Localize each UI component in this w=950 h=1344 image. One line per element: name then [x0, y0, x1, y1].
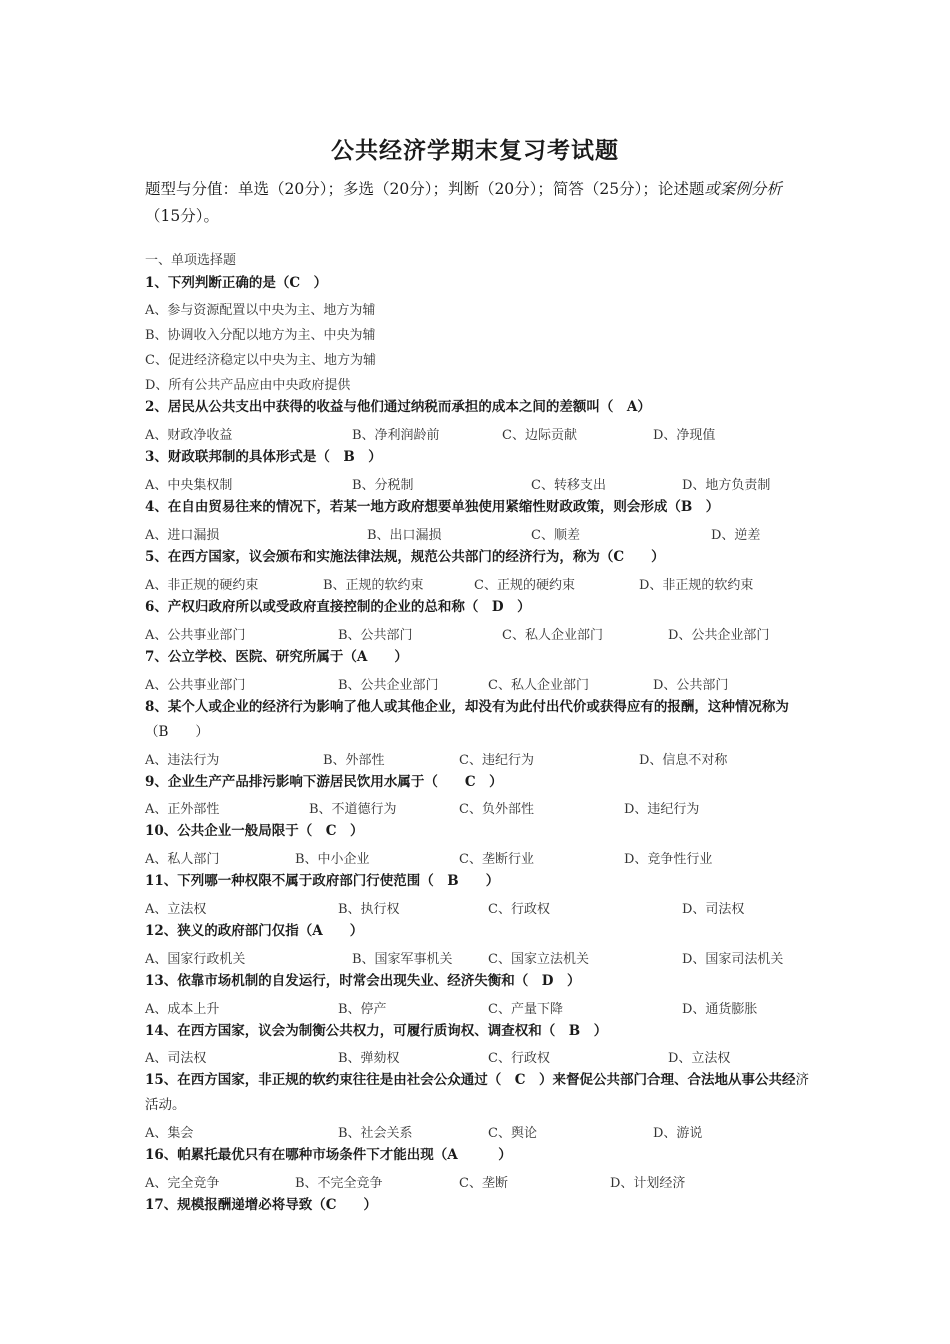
- q14-option-a: A、司法权: [145, 1051, 207, 1066]
- q4-option-b: B、出口漏损: [367, 528, 442, 543]
- q9-options: [145, 798, 845, 818]
- q14-option-d: D、立法权: [668, 1051, 731, 1066]
- q3-option-b: B、分税制: [352, 478, 414, 493]
- q12-option-c: C、国家立法机关: [488, 952, 589, 967]
- q13-option-d: D、通货膨胀: [682, 1002, 758, 1017]
- q8-options: [145, 749, 845, 769]
- intro-italic: 或案例分析: [704, 180, 782, 198]
- q13-options: [145, 998, 845, 1018]
- question-14: 14、在西方国家，议会为制衡公共权力，可履行质询权、调查权和（ B ）: [145, 1023, 608, 1039]
- q7-option-d: D、公共部门: [653, 678, 729, 693]
- q7-option-b: B、公共企业部门: [338, 678, 439, 693]
- q2-option-a: A、财政净收益: [145, 428, 233, 443]
- q14-options: [145, 1047, 845, 1067]
- q3-option-a: A、中央集权制: [145, 478, 233, 493]
- q11-options: [145, 898, 845, 918]
- question-17: 17、规模报酬递增必将导致（C ）: [145, 1197, 378, 1213]
- q1-option-a: A、参与资源配置以中央为主、地方为辅: [145, 303, 376, 318]
- question-15: [145, 1068, 810, 1118]
- q6-option-d: D、公共企业部门: [668, 628, 770, 643]
- q4-option-a: A、进口漏损: [145, 528, 220, 543]
- q12-option-b: B、国家军事机关: [352, 952, 453, 967]
- question-15-tail: 济活动。: [145, 1072, 810, 1113]
- q9-option-b: B、不道德行为: [309, 802, 397, 817]
- q11-option-a: A、立法权: [145, 902, 207, 917]
- q2-option-d: D、净现值: [653, 428, 716, 443]
- q11-option-c: C、行政权: [488, 902, 550, 917]
- q4-option-d: D、逆差: [711, 528, 761, 543]
- q1-option-b: B、协调收入分配以地方为主、中央为辅: [145, 328, 376, 343]
- q16-option-b: B、不完全竞争: [295, 1176, 383, 1191]
- q6-option-b: B、公共部门: [338, 628, 413, 643]
- q5-options: [145, 574, 845, 594]
- intro-paragraph: [145, 176, 810, 230]
- question-9: 9、企业生产产品排污影响下游居民饮用水属于（ C ）: [145, 774, 503, 790]
- q15-option-a: A、集会: [145, 1126, 194, 1141]
- q15-option-c: C、舆论: [488, 1126, 537, 1141]
- q10-option-a: A、私人部门: [145, 852, 220, 867]
- question-10: 10、公共企业一般局限于（ C ）: [145, 823, 364, 839]
- q6-options: [145, 624, 845, 644]
- question-15-stem: 15、在西方国家，非正规的软约束往往是由社会公众通过（ C ）来督促公共部门合理、合法地从事公共经: [145, 1072, 796, 1088]
- q5-option-a: A、非正规的硬约束: [145, 578, 259, 593]
- question-4: 4、在自由贸易往来的情况下，若某一地方政府想要单独使用紧缩性财政政策，则会形成（B ）: [145, 499, 720, 515]
- q3-option-c: C、转移支出: [531, 478, 606, 493]
- q2-option-b: B、净利润龄前: [352, 428, 440, 443]
- question-7: 7、公立学校、医院、研究所属于（A ）: [145, 649, 408, 665]
- question-12: 12、狭义的政府部门仅指（A ）: [145, 923, 364, 939]
- q8-option-a: A、违法行为: [145, 753, 220, 768]
- q15-option-b: B、社会关系: [338, 1126, 413, 1141]
- q9-option-d: D、违纪行为: [624, 802, 700, 817]
- q5-option-d: D、非正规的软约束: [639, 578, 754, 593]
- q14-option-b: B、弹劾权: [338, 1051, 400, 1066]
- q10-option-b: B、中小企业: [295, 852, 370, 867]
- q15-option-d: D、游说: [653, 1126, 703, 1141]
- question-8-tail: （B ）: [145, 724, 209, 740]
- question-16: 16、帕累托最优只有在哪种市场条件下才能出现（A ）: [145, 1147, 512, 1163]
- q16-option-a: A、完全竞争: [145, 1176, 220, 1191]
- intro-text: 题型与分值：单选（20分）；多选（20分）；判断（20分）；简答（25分）；论述题: [145, 180, 705, 198]
- q8-option-c: C、违纪行为: [459, 753, 534, 768]
- q10-option-c: C、垄断行业: [459, 852, 534, 867]
- q12-option-d: D、国家司法机关: [682, 952, 784, 967]
- q16-option-c: C、垄断: [459, 1176, 508, 1191]
- q15-options: [145, 1122, 845, 1142]
- q8-option-b: B、外部性: [323, 753, 385, 768]
- q4-options: [145, 524, 845, 544]
- q12-option-a: A、国家行政机关: [145, 952, 246, 967]
- q12-options: [145, 948, 845, 968]
- q14-option-c: C、行政权: [488, 1051, 550, 1066]
- q10-options: [145, 848, 845, 868]
- q11-option-d: D、司法权: [682, 902, 745, 917]
- q13-option-b: B、停产: [338, 1002, 387, 1017]
- q5-option-b: B、正规的软约束: [323, 578, 424, 593]
- question-8: [145, 695, 810, 745]
- q9-option-a: A、正外部性: [145, 802, 220, 817]
- question-5: 5、在西方国家，议会颁布和实施法律法规，规范公共部门的经济行为，称为（C ）: [145, 549, 665, 565]
- page-title: 公共经济学期末复习考试题: [331, 137, 619, 164]
- question-8-stem: 8、某个人或企业的经济行为影响了他人或其他企业，却没有为此付出代价或获得应有的报酬，这种情况称为: [145, 699, 789, 715]
- q1-option-d: D、所有公共产品应由中央政府提供: [145, 378, 351, 393]
- q3-options: [145, 474, 845, 494]
- question-3: 3、财政联邦制的具体形式是（ B ）: [145, 449, 382, 465]
- q9-option-c: C、负外部性: [459, 802, 534, 817]
- q7-option-c: C、私人企业部门: [488, 678, 589, 693]
- q6-option-a: A、公共事业部门: [145, 628, 246, 643]
- q2-option-c: C、边际贡献: [502, 428, 577, 443]
- question-1: 1、下列判断正确的是（C ）: [145, 275, 328, 291]
- q7-options: [145, 674, 845, 694]
- q10-option-d: D、竞争性行业: [624, 852, 713, 867]
- q6-option-c: C、私人企业部门: [502, 628, 603, 643]
- q7-option-a: A、公共事业部门: [145, 678, 246, 693]
- question-11: 11、下列哪一种权限不属于政府部门行使范围（ B ）: [145, 873, 500, 889]
- q16-option-d: D、计划经济: [610, 1176, 686, 1191]
- q16-options: [145, 1172, 845, 1192]
- q13-option-c: C、产量下降: [488, 1002, 563, 1017]
- q4-option-c: C、顺差: [531, 528, 580, 543]
- q5-option-c: C、正规的硬约束: [474, 578, 575, 593]
- q11-option-b: B、执行权: [338, 902, 400, 917]
- section-title: 一、单项选择题: [145, 253, 237, 268]
- q1-option-c: C、促进经济稳定以中央为主、地方为辅: [145, 353, 376, 368]
- question-2: 2、居民从公共支出中获得的收益与他们通过纳税而承担的成本之间的差额叫（ A）: [145, 399, 651, 415]
- q2-options: [145, 424, 845, 444]
- q13-option-a: A、成本上升: [145, 1002, 220, 1017]
- intro-text-end: （15分）。: [145, 207, 219, 225]
- question-13: 13、依靠市场机制的自发运行，时常会出现失业、经济失衡和（ D ）: [145, 973, 581, 989]
- question-6: 6、产权归政府所以或受政府直接控制的企业的总和称（ D ）: [145, 599, 531, 615]
- q8-option-d: D、信息不对称: [639, 753, 728, 768]
- q3-option-d: D、地方负责制: [682, 478, 771, 493]
